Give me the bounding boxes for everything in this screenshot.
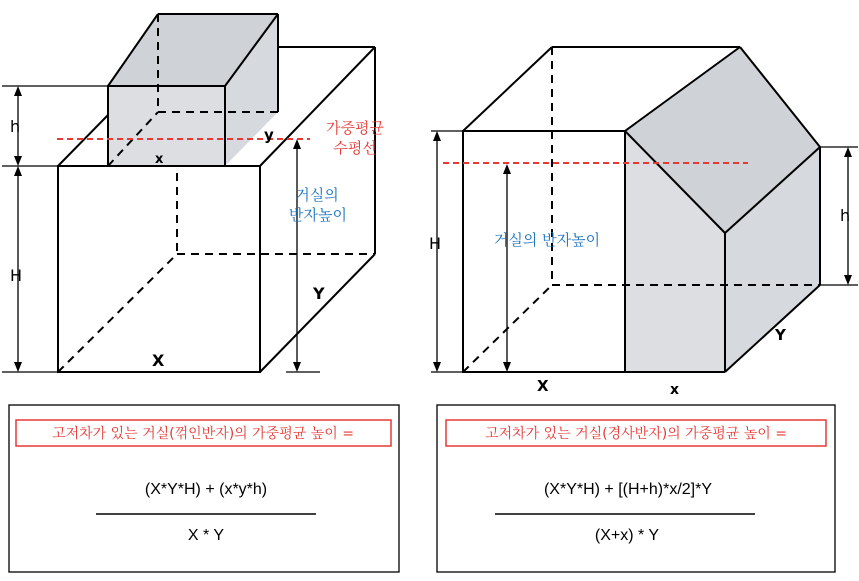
left-label-H: H [10, 266, 23, 285]
right-formula-title: 고저차가 있는 거실(경사반자)의 가중평균 높이 = [485, 426, 787, 442]
left-arrow-6 [293, 362, 301, 372]
left-arrow-1 [14, 86, 22, 96]
right-formula-numerator: (X*Y*H) + [(H+h)*x/2]*Y [543, 481, 713, 498]
left-label-Y: Y [313, 284, 325, 303]
left-formula-numerator: (X*Y*H) + (x*y*h) [144, 481, 268, 498]
left-label-y: y [264, 126, 274, 144]
right-arrow-3 [503, 164, 511, 174]
left-weighted-avg-label-1: 가중평균 [326, 119, 384, 137]
right-label-Y: Y [775, 326, 786, 344]
left-half-height-label-2: 반자높이 [289, 206, 347, 224]
left-formula-title: 고저차가 있는 거실(꺾인반자)의 가중평균 높이 = [52, 426, 354, 442]
right-front-wall [463, 131, 625, 372]
left-label-x: x [155, 152, 164, 167]
right-label-h: h [840, 206, 851, 225]
right-figure [431, 47, 858, 372]
right-arrow-5 [844, 147, 852, 157]
left-weighted-avg-label-2: 수평선 [333, 139, 377, 157]
right-label-H: H [429, 234, 442, 253]
right-arrow-4 [503, 362, 511, 372]
right-label-X: X [537, 377, 549, 395]
left-formula-box [9, 405, 399, 572]
right-formula-box [437, 405, 835, 572]
left-big-box-top-left [58, 115, 108, 166]
right-top-left [463, 47, 552, 131]
left-half-height-label-1: 거실의 [295, 186, 339, 204]
left-big-box-bottom-right [260, 254, 375, 372]
right-label-x: x [670, 382, 680, 398]
right-half-height-label: 거실의 반자높이 [493, 231, 601, 249]
left-arrow-2 [14, 156, 22, 166]
left-arrow-5 [293, 139, 301, 149]
left-label-h: h [10, 117, 21, 136]
left-arrow-4 [14, 362, 22, 372]
right-arrow-6 [844, 275, 852, 285]
left-arrow-3 [14, 166, 22, 176]
right-arrow-2 [433, 362, 441, 372]
right-formula-denominator: (X+x) * Y [594, 527, 660, 544]
left-label-X: X [152, 351, 165, 370]
left-small-box-front-fill [108, 86, 225, 166]
left-formula-denominator: X * Y [187, 527, 225, 544]
right-arrow-1 [433, 131, 441, 141]
